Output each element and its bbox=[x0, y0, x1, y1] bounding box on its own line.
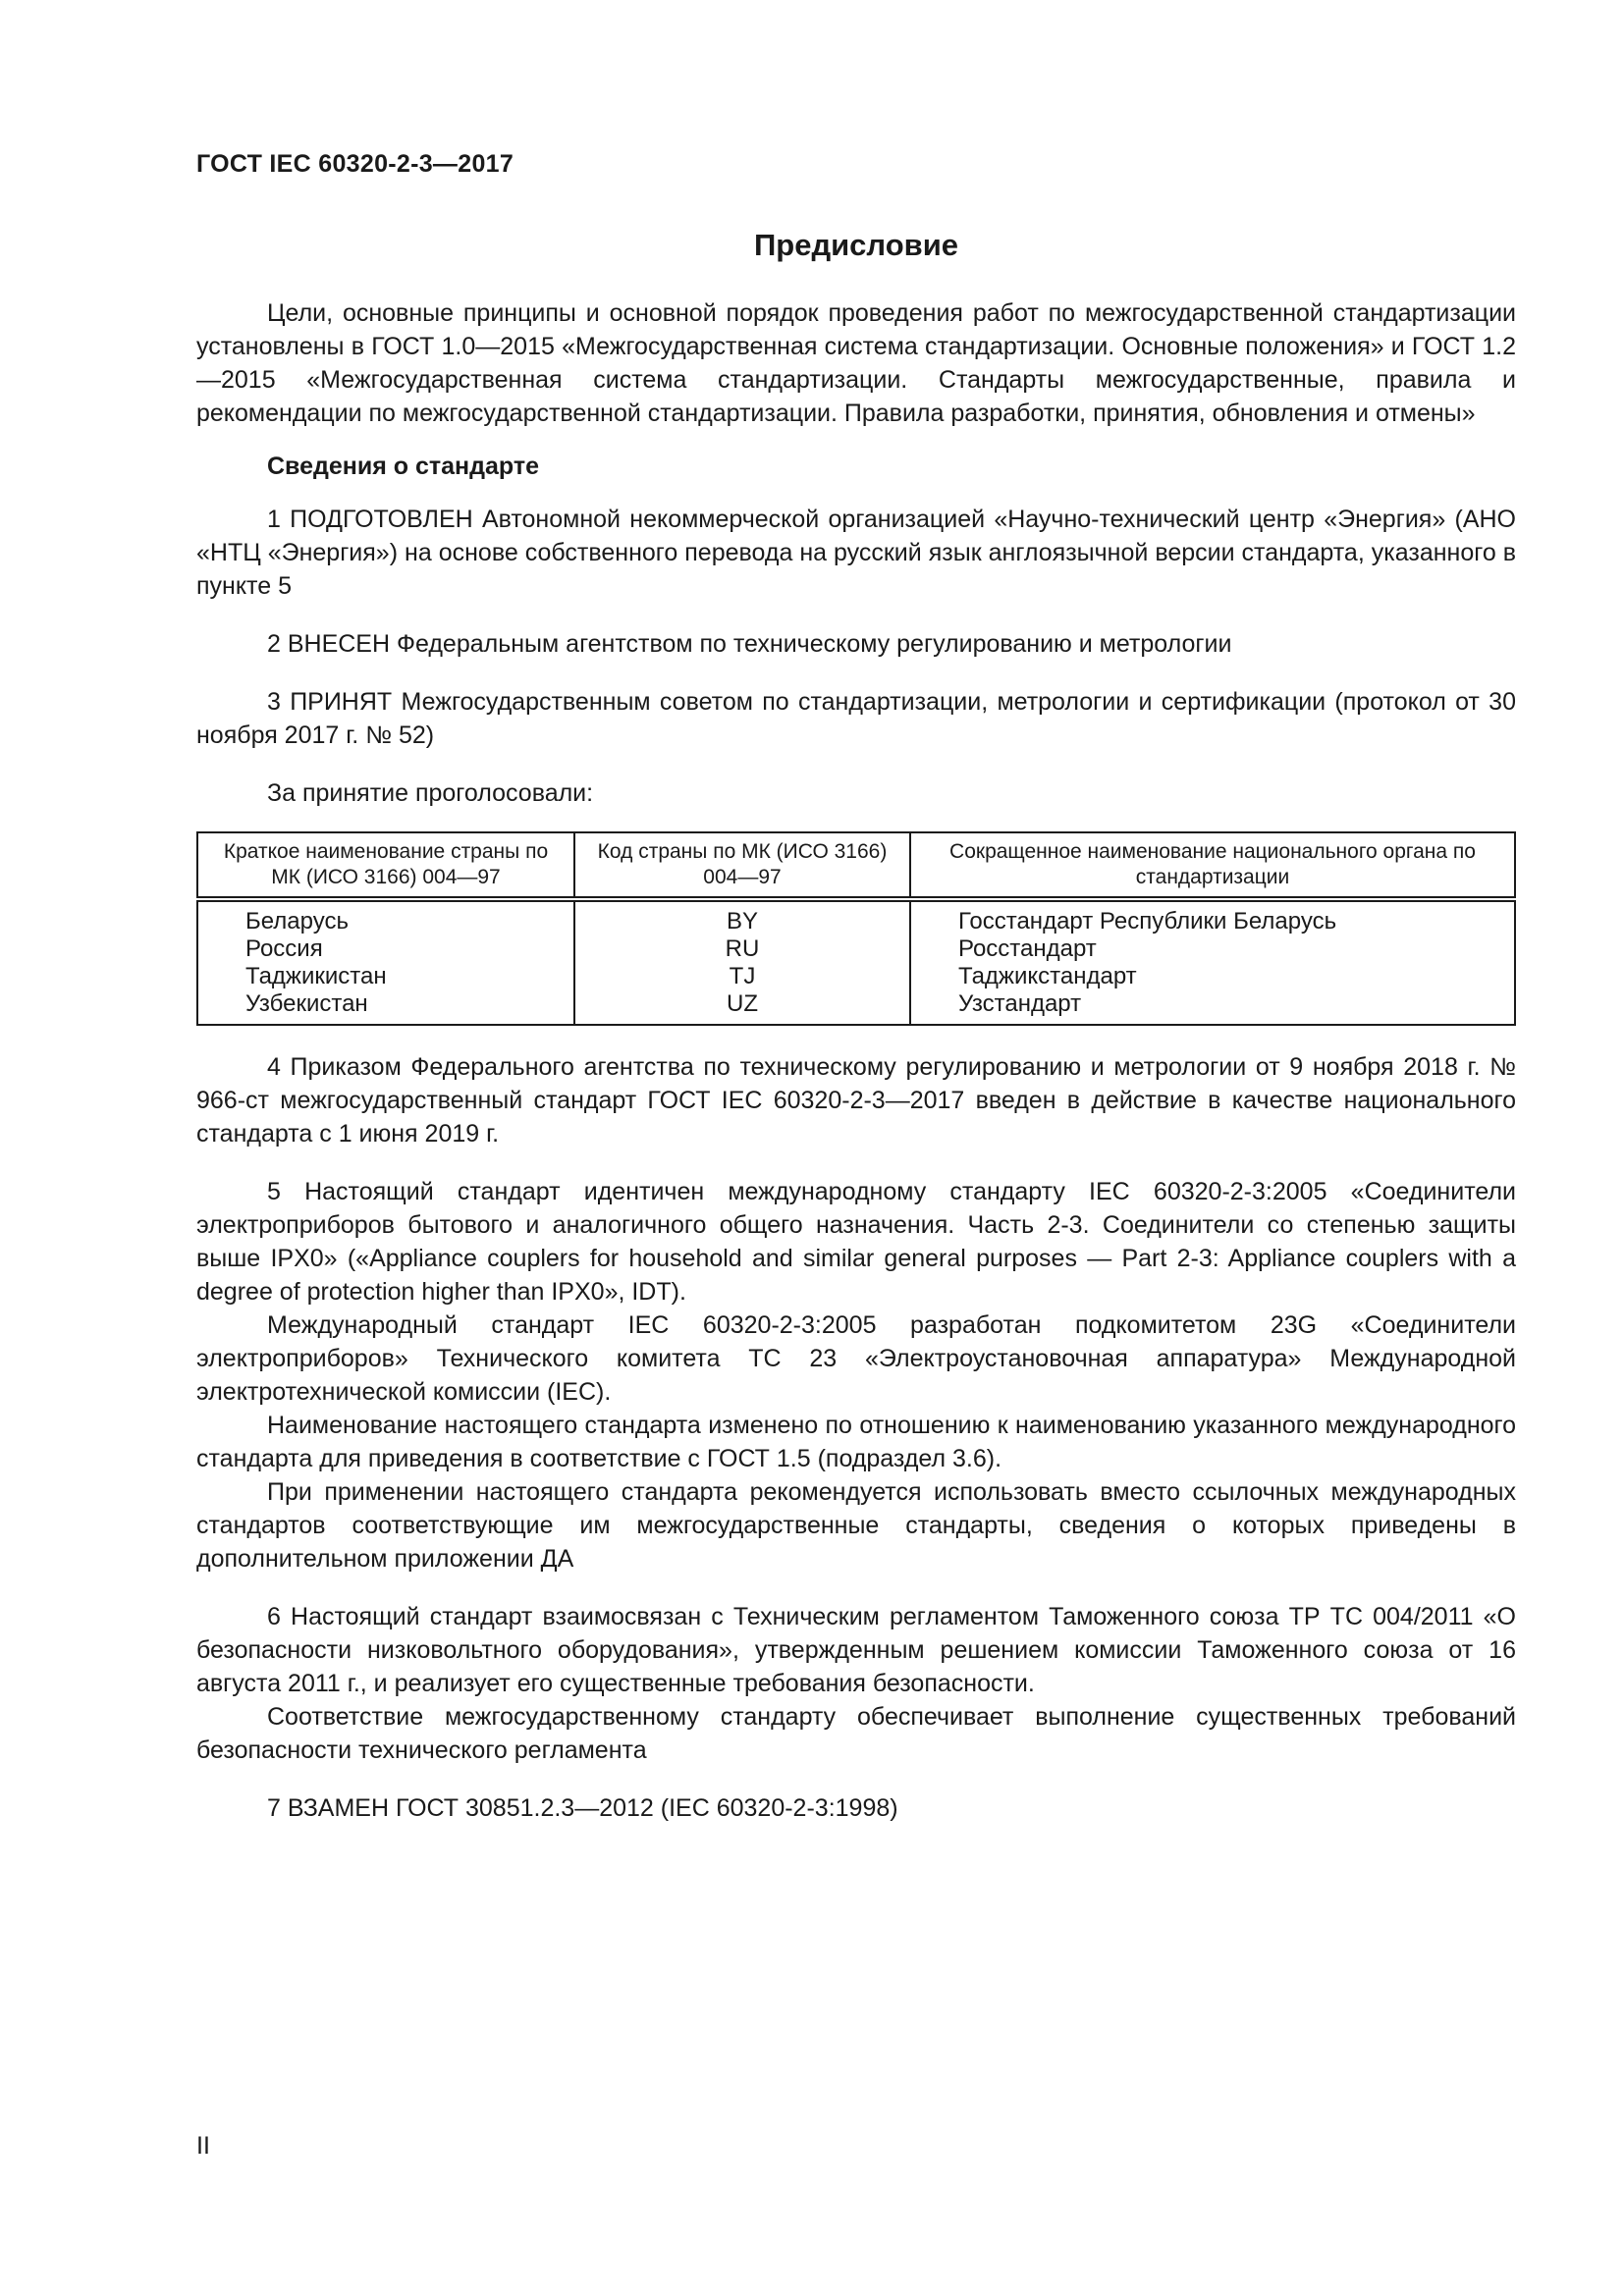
body-cell: Росстандарт bbox=[958, 935, 1097, 962]
code-column bbox=[574, 899, 910, 1025]
document-id-header: ГОСТ IEC 60320-2-3—2017 bbox=[196, 150, 514, 178]
document-body bbox=[196, 296, 1516, 1825]
page-number: II bbox=[196, 2132, 210, 2160]
body-cell: Узстандарт bbox=[958, 990, 1082, 1017]
item-7-paragraph: 7 ВЗАМЕН ГОСТ 30851.2.3—2012 (IEC 60320-2-3:1998) bbox=[267, 1794, 898, 1822]
item-5-paragraph: 5 Настоящий стандарт идентичен международному стандарту IEC 60320-2-3:2005 «Соединители электроприборов бытового и аналогичного общего назначения. Часть 2-3. Соединители со степенью защиты выше IPX0» («Appliance couplers for household and similar general purposes — Part 2-3: Appliance couplers with a degree of protection higher than IPX0», IDT). bbox=[196, 1178, 1516, 1306]
country-cell: Россия bbox=[245, 935, 323, 962]
country-column bbox=[197, 899, 574, 1025]
item-2-paragraph: 2 ВНЕСЕН Федеральным агентством по техническому регулированию и метрологии bbox=[267, 630, 1232, 658]
table-row bbox=[197, 899, 1515, 1025]
item-3-paragraph: 3 ПРИНЯТ Межгосударственным советом по стандартизации, метрологии и сертификации (протокол от 30 ноября 2017 г. № 52) bbox=[196, 688, 1516, 749]
table-header-body: Сокращенное наименование национального органа по стандартизации bbox=[910, 832, 1515, 899]
voting-table bbox=[196, 831, 1516, 1026]
page-title: Предисловие bbox=[753, 228, 958, 262]
body-column bbox=[910, 899, 1515, 1025]
intro-paragraph: Цели, основные принципы и основной порядок проведения работ по межгосударственной стандартизации установлены в ГОСТ 1.0—2015 «Межгосударственная система стандартизации. Основные положения» и ГОСТ 1.2—2015 «Межгосударственная система стандартизации. Стандарты межгосударственные, правила и рекомендации по межгосударственной стандартизации. Правила разработки, принятия, обновления и отмены» bbox=[196, 299, 1516, 427]
item-6-paragraph: 6 Настоящий стандарт взаимосвязан с Техническим регламентом Таможенного союза ТР ТС 004/2011 «О безопасности низковольтного оборудования», утвержденным решением комиссии Таможенного союза от 16 августа 2011 г., и реализует его существенные требования безопасности. bbox=[196, 1603, 1516, 1697]
body-cell: Таджикстандарт bbox=[958, 963, 1137, 989]
item-5-paragraph-3: Наименование настоящего стандарта изменено по отношению к наименованию указанного международного стандарта для приведения в соответствие с ГОСТ 1.5 (подраздел 3.6). bbox=[196, 1412, 1516, 1472]
voted-label: За принятие проголосовали: bbox=[267, 779, 594, 807]
code-cell: TJ bbox=[729, 963, 756, 989]
item-5-paragraph-2: Международный стандарт IEC 60320-2-3:2005 разработан подкомитетом 23G «Соединители электроприборов» Технического комитета TC 23 «Электроустановочная аппаратура» Международной электротехнической комиссии (IEC). bbox=[196, 1311, 1516, 1406]
country-cell: Узбекистан bbox=[245, 990, 368, 1017]
code-cell: BY bbox=[726, 908, 758, 934]
country-cell: Таджикистан bbox=[245, 963, 387, 989]
country-cell: Беларусь bbox=[245, 908, 349, 934]
table-header-code: Код страны по МК (ИСО 3166) 004—97 bbox=[574, 832, 910, 899]
code-cell: RU bbox=[725, 935, 760, 962]
item-4-paragraph: 4 Приказом Федерального агентства по техническому регулированию и метрологии от 9 ноября 2018 г. № 966-ст межгосударственный стандарт ГОСТ IEC 60320-2-3—2017 введен в действие в качестве национального стандарта с 1 июня 2019 г. bbox=[196, 1053, 1516, 1148]
table-header-row bbox=[197, 832, 1515, 899]
item-5-paragraph-4: При применении настоящего стандарта рекомендуется использовать вместо ссылочных международных стандартов соответствующие им межгосударственные стандарты, сведения о которых приведены в дополнительном приложении ДА bbox=[196, 1478, 1516, 1573]
code-cell: UZ bbox=[727, 990, 758, 1017]
item-1-paragraph: 1 ПОДГОТОВЛЕН Автономной некоммерческой организацией «Научно-технический центр «Энергия» (АНО «НТЦ «Энергия») на основе собственного перевода на русский язык англоязычной версии стандарта, указанного в пункте 5 bbox=[196, 506, 1516, 600]
section-subheading: Сведения о стандарте bbox=[267, 453, 540, 480]
item-6-paragraph-2: Соответствие межгосударственному стандарту обеспечивает выполнение существенных требований безопасности технического регламента bbox=[196, 1703, 1516, 1764]
body-cell: Госстандарт Республики Беларусь bbox=[958, 908, 1337, 934]
table-header-country: Краткое наименование страны по МК (ИСО 3166) 004—97 bbox=[197, 832, 574, 899]
